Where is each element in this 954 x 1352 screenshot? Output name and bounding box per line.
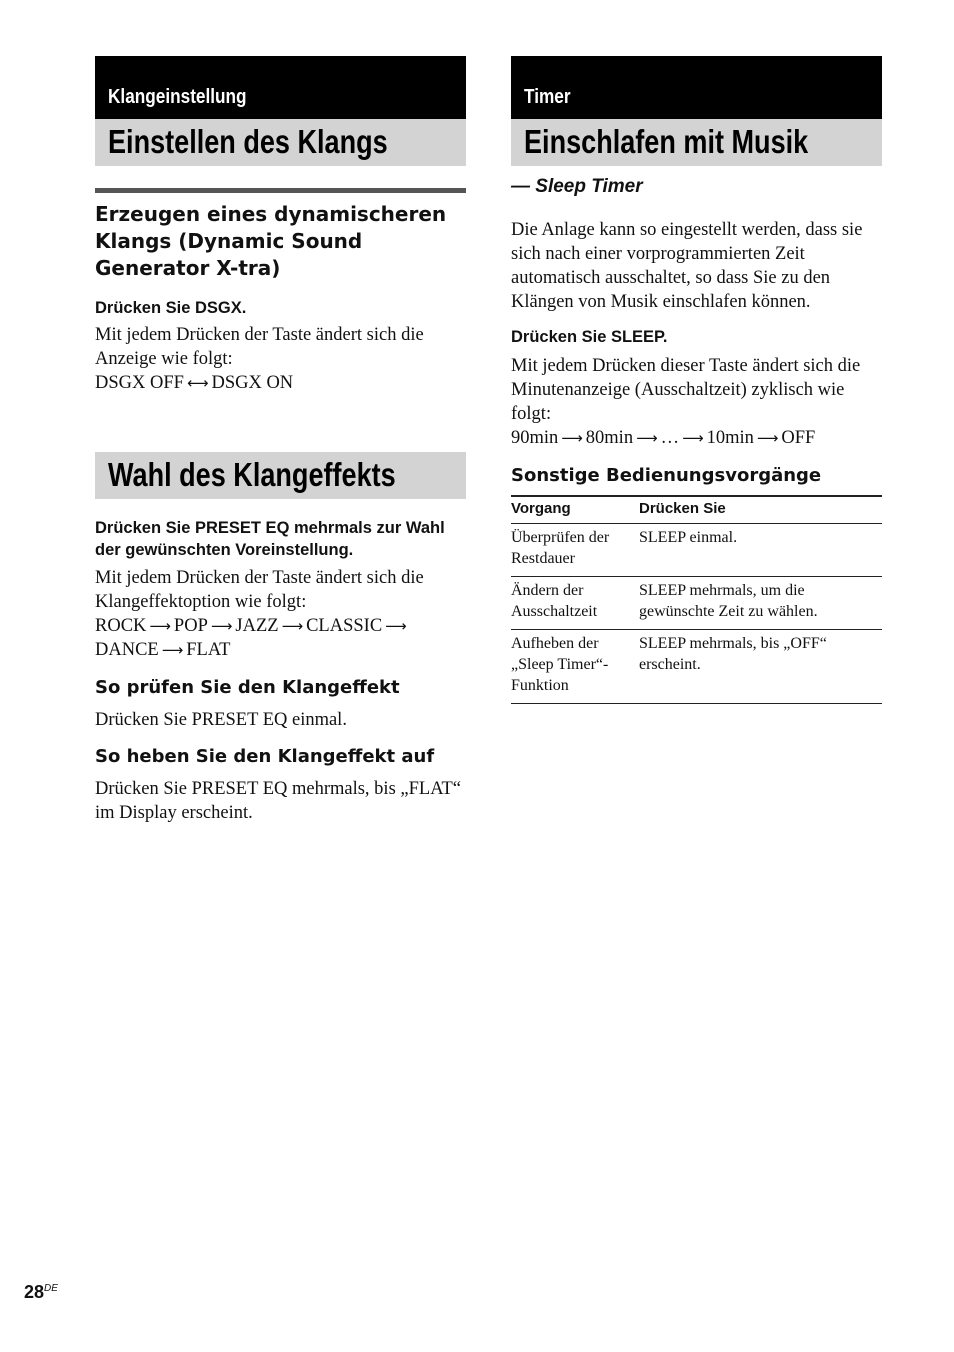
seq-ellipsis: …: [660, 428, 680, 448]
section-label: Klangeinstellung: [108, 86, 247, 108]
subtitle: — Sleep Timer: [511, 176, 643, 197]
eq-rock: ROCK: [95, 616, 147, 636]
sleep-instruction: Drücken Sie SLEEP.: [511, 328, 668, 346]
dsgx-on-label: DSGX ON: [211, 373, 294, 393]
double-arrow-icon: ⟷: [186, 374, 209, 392]
section-title: Wahl des Klangeffekts: [108, 456, 396, 493]
page-language-suffix: DE: [44, 1283, 58, 1294]
table-cell: Ändern der Ausschaltzeit: [511, 577, 639, 630]
dsgx-sequence: [95, 371, 466, 395]
eq-dance: DANCE: [95, 640, 159, 660]
sleep-sequence: [511, 426, 882, 450]
dsgx-off-label: DSGX OFF: [95, 373, 184, 393]
eq-body: Mit jedem Drücken der Taste ändert sich die Klangeffektoption wie folgt:: [95, 568, 424, 612]
seq-90min: 90min: [511, 428, 559, 448]
other-ops-heading: Sonstige Bedienungsvorgänge: [511, 465, 822, 486]
arrow-right-icon: ⟶: [281, 617, 304, 635]
page-title: Einschlafen mit Musik: [524, 123, 809, 160]
arrow-right-icon: ⟶: [682, 429, 704, 447]
section-header-sound: [95, 56, 466, 119]
left-column: [95, 56, 466, 825]
sleep-body: Mit jedem Drücken dieser Taste ändert sich die Minutenanzeige (Ausschaltzeit) zyklisch wie folgt:: [511, 356, 861, 424]
column-header: Vorgang: [511, 496, 639, 524]
eq-pop: POP: [173, 616, 208, 636]
title-bar-einstellen: [95, 119, 466, 166]
eq-jazz: JAZZ: [235, 616, 279, 636]
check-heading: So prüfen Sie den Klangeffekt: [95, 677, 400, 698]
cancel-body: Drücken Sie PRESET EQ mehrmals, bis „FLAT“ im Display erscheint.: [95, 779, 462, 823]
section-header-timer: [511, 56, 882, 119]
table-cell: SLEEP mehrmals, um die gewünschte Zeit zu wählen.: [639, 577, 882, 630]
table-cell: Aufheben der „Sleep Timer“-Funktion: [511, 630, 639, 704]
column-header: Drücken Sie: [639, 496, 882, 524]
eq-classic: CLASSIC: [306, 616, 383, 636]
arrow-right-icon: ⟶: [149, 617, 171, 635]
seq-10min: 10min: [706, 428, 754, 448]
title-bar-klangeffekt: [95, 452, 466, 499]
page-number: [24, 1282, 58, 1303]
table-row: [511, 577, 882, 630]
table-cell: SLEEP einmal.: [639, 524, 882, 577]
page-number-value: 28: [24, 1282, 45, 1302]
arrow-right-icon: ⟶: [210, 617, 233, 635]
dsgx-heading: Erzeugen eines dynamischeren Klangs (Dynamic Sound Generator X-tra): [95, 202, 447, 280]
arrow-right-icon: ⟶: [636, 429, 658, 447]
arrow-right-icon: ⟶: [385, 617, 407, 635]
seq-off: OFF: [781, 428, 816, 448]
check-body: Drücken Sie PRESET EQ einmal.: [95, 710, 347, 730]
arrow-right-icon: ⟶: [756, 429, 779, 447]
section-label: Timer: [524, 86, 571, 108]
divider: [95, 188, 466, 193]
table-cell: Überprüfen der Restdauer: [511, 524, 639, 577]
intro: Die Anlage kann so eingestellt werden, dass sie sich nach einer vorprogrammierten Zeit automatisch ausschaltet, so dass Sie zu den Klängen von Musik einschlafen können.: [511, 220, 863, 312]
cancel-heading: So heben Sie den Klangeffekt auf: [95, 746, 435, 767]
eq-flat: FLAT: [186, 640, 231, 660]
arrow-right-icon: ⟶: [561, 429, 583, 447]
title-bar-einschlafen: [511, 119, 882, 166]
dsgx-body: Mit jedem Drücken der Taste ändert sich die Anzeige wie folgt:: [95, 325, 424, 369]
eq-sequence: [95, 614, 466, 662]
seq-80min: 80min: [585, 428, 634, 448]
right-column: [511, 56, 882, 704]
arrow-right-icon: ⟶: [161, 641, 184, 659]
page-title: Einstellen des Klangs: [108, 123, 388, 160]
eq-instruction: Drücken Sie PRESET EQ mehrmals zur Wahl der gewünschten Voreinstellung.: [95, 519, 445, 559]
table-cell: SLEEP mehrmals, bis „OFF“ erscheint.: [639, 630, 882, 704]
table-row: [511, 524, 882, 577]
operations-table: [511, 495, 882, 704]
table-header-row: [511, 496, 882, 524]
table-row: [511, 630, 882, 704]
dsgx-instruction: Drücken Sie DSGX.: [95, 299, 247, 317]
